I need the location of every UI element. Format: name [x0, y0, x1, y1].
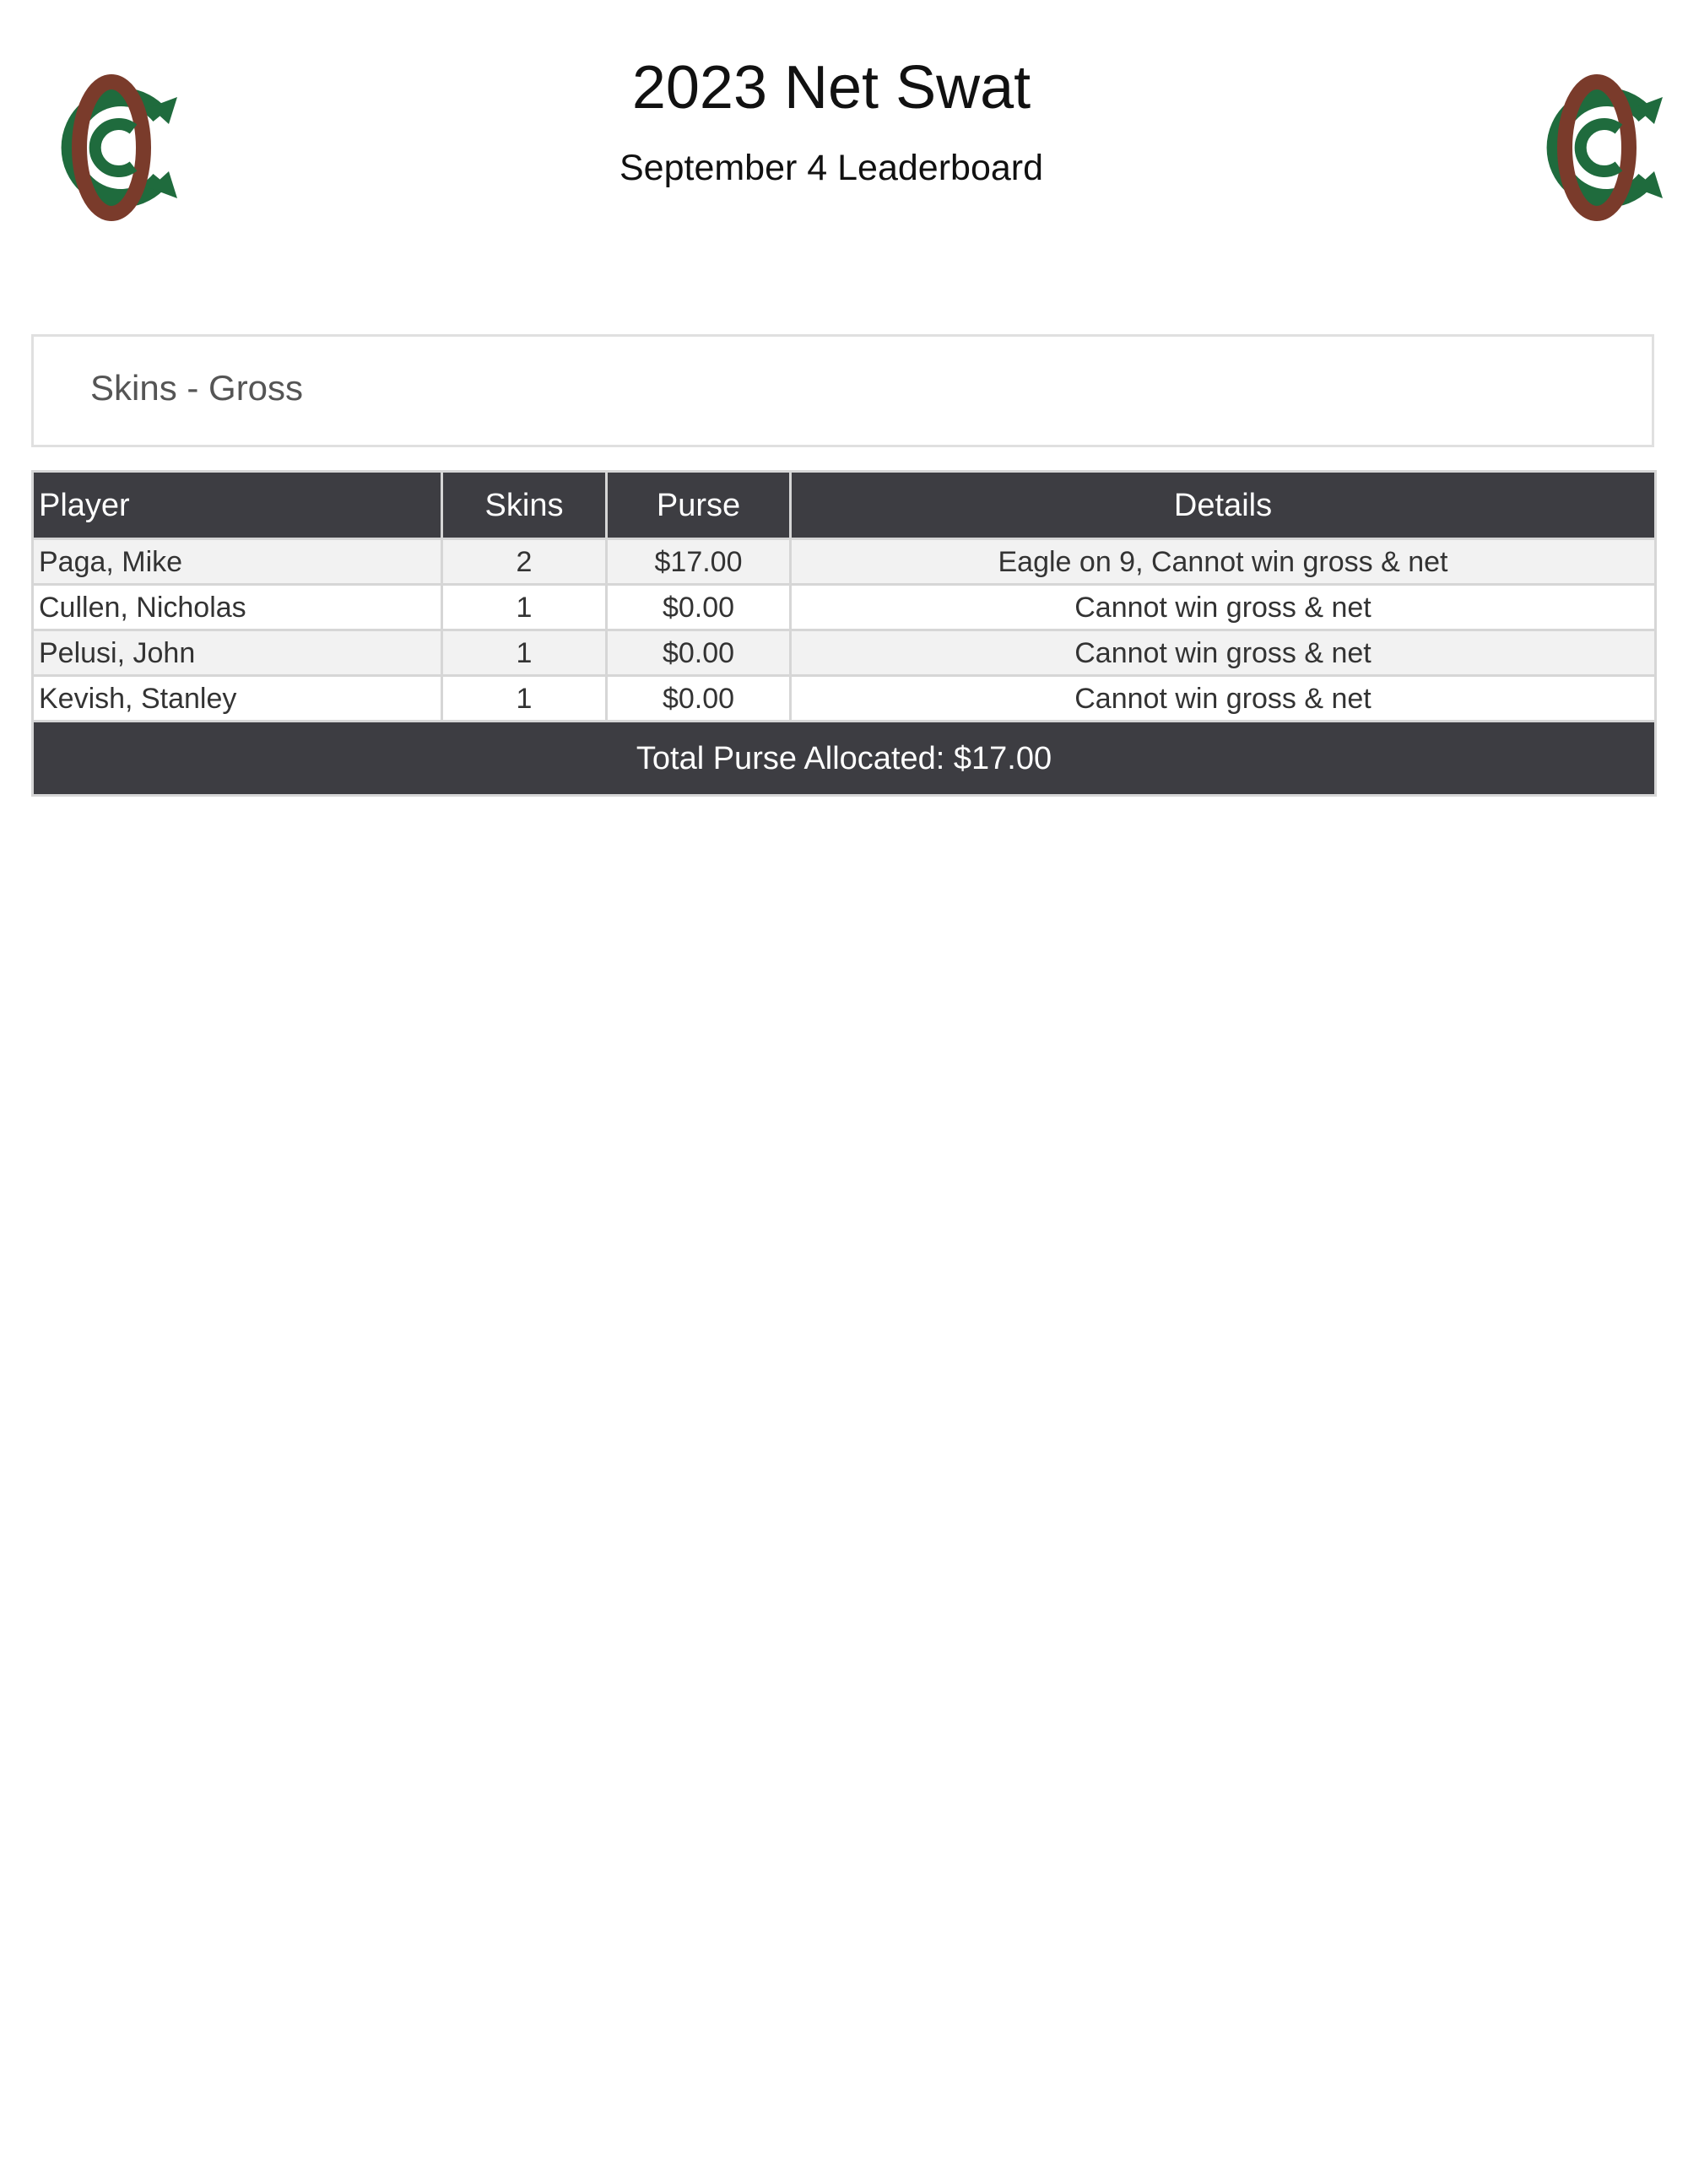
skins-count: 1: [442, 585, 607, 630]
table-header-row: [33, 472, 1656, 539]
page-subtitle: September 4 Leaderboard: [619, 148, 1044, 188]
purse-amount: $0.00: [607, 585, 791, 630]
details-text: Eagle on 9, Cannot win gross & net: [791, 539, 1656, 585]
details-text: Cannot win gross & net: [791, 676, 1656, 722]
table-row: [33, 585, 1656, 630]
player-name: Kevish, Stanley: [33, 676, 442, 722]
skins-count: 1: [442, 630, 607, 676]
column-header-details: Details: [791, 472, 1656, 539]
player-name: Cullen, Nicholas: [33, 585, 442, 630]
player-name: Paga, Mike: [33, 539, 442, 585]
table-row: [33, 676, 1656, 722]
details-text: Cannot win gross & net: [791, 630, 1656, 676]
section-header: [31, 334, 1654, 447]
player-name: Pelusi, John: [33, 630, 442, 676]
section-title: Skins - Gross: [90, 368, 304, 408]
column-header-skins: Skins: [442, 472, 607, 539]
column-header-player: Player: [33, 472, 442, 539]
page-title: 2023 Net Swat: [631, 54, 1031, 122]
skins-count: 1: [442, 676, 607, 722]
column-header-purse: Purse: [607, 472, 791, 539]
purse-amount: $0.00: [607, 630, 791, 676]
details-text: Cannot win gross & net: [791, 585, 1656, 630]
total-purse: Total Purse Allocated: $17.00: [33, 722, 1656, 796]
leaderboard-table: [31, 470, 1657, 797]
skins-count: 2: [442, 539, 607, 585]
table-row: [33, 630, 1656, 676]
total-row: [33, 722, 1656, 796]
table-row: [33, 539, 1656, 585]
purse-amount: $17.00: [607, 539, 791, 585]
purse-amount: $0.00: [607, 676, 791, 722]
